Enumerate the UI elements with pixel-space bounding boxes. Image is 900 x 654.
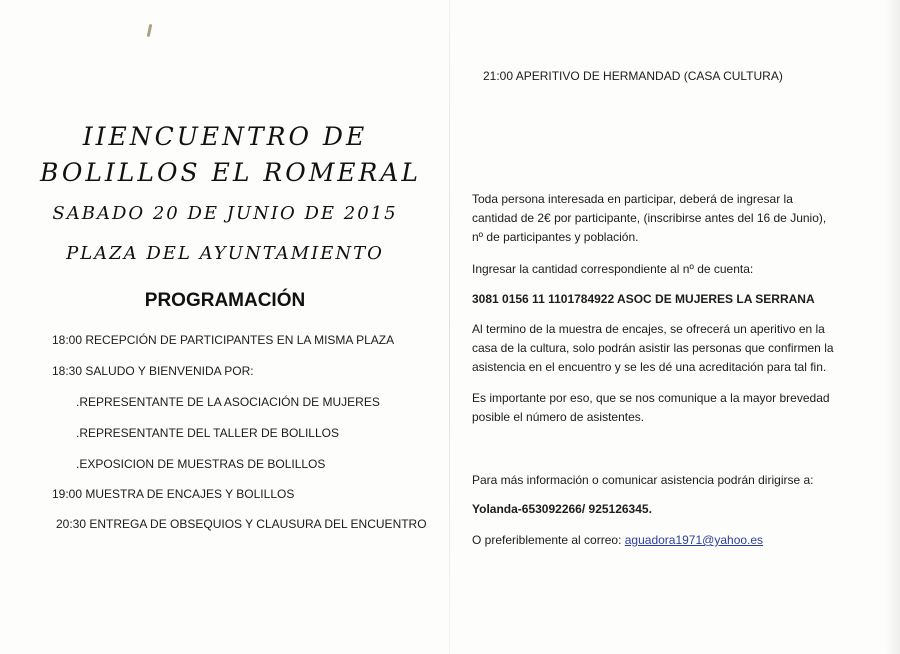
schedule-subitem: .REPRESENTANTE DEL TALLER DE BOLILLOS <box>76 426 339 440</box>
contact-phone: Yolanda-653092266/ 925126345. <box>472 502 652 516</box>
participation-para-line: nº de participantes y población. <box>472 230 639 244</box>
participation-para-line: Toda persona interesada en participar, deberá de ingresar la <box>472 192 793 206</box>
attendance-para-line: posible el número de asistentes. <box>472 410 645 424</box>
title-line-2: BOLILLOS EL ROMERAL <box>40 158 422 187</box>
aperitivo-para-line: asistencia en el encuentro y se les dé una acreditación para tal fin. <box>472 360 827 374</box>
bank-account: 3081 0156 11 1101784922 ASOC DE MUJERES LA SERRANA <box>472 292 815 306</box>
paper-edge-shadow <box>886 0 900 654</box>
event-place: PLAZA DEL AYUNTAMIENTO <box>66 243 384 264</box>
paper-mark <box>147 24 153 37</box>
aperitivo-para-line: casa de la cultura, solo podrán asistir las personas que confirmen la <box>472 341 834 355</box>
title-line-1: IIENCUENTRO DE <box>82 122 368 151</box>
payment-instruction: Ingresar la cantidad correspondiente al nº de cuenta: <box>472 262 754 276</box>
program-heading: PROGRAMACIÓN <box>144 290 306 311</box>
schedule-item: 18:30 SALUDO Y BIENVENIDA POR: <box>52 364 254 378</box>
schedule-item: 18:00 RECEPCIÓN DE PARTICIPANTES EN LA MISMA PLAZA <box>52 333 395 347</box>
schedule-subitem: .REPRESENTANTE DE LA ASOCIACIÓN DE MUJERES <box>76 395 380 409</box>
email-line <box>472 531 763 550</box>
participation-para-line: cantidad de 2€ por participante, (inscribirse antes del 16 de Junio), <box>472 211 827 225</box>
schedule-item: 19:00 MUESTRA DE ENCAJES Y BOLILLOS <box>52 487 295 501</box>
schedule-subitem: .EXPOSICION DE MUESTRAS DE BOLILLOS <box>76 457 326 471</box>
aperitivo-line: 21:00 APERITIVO DE HERMANDAD (CASA CULTURA) <box>483 69 783 83</box>
email-link[interactable]: aguadora1971@yahoo.es <box>624 533 764 547</box>
info-line: Para más información o comunicar asistencia podrán dirigirse a: <box>472 473 814 487</box>
event-date: SABADO 20 DE JUNIO DE 2015 <box>52 203 398 224</box>
attendance-para-line: Es importante por eso, que se nos comunique a la mayor brevedad <box>472 391 830 405</box>
schedule-item: 20:30 ENTREGA DE OBSEQUIOS Y CLAUSURA DEL ENCUENTRO <box>56 517 427 531</box>
aperitivo-para-line: Al termino de la muestra de encajes, se ofrecerá un aperitivo en la <box>472 322 825 336</box>
fold-line <box>449 0 450 654</box>
email-prefix: O preferiblemente al correo: <box>472 533 622 547</box>
